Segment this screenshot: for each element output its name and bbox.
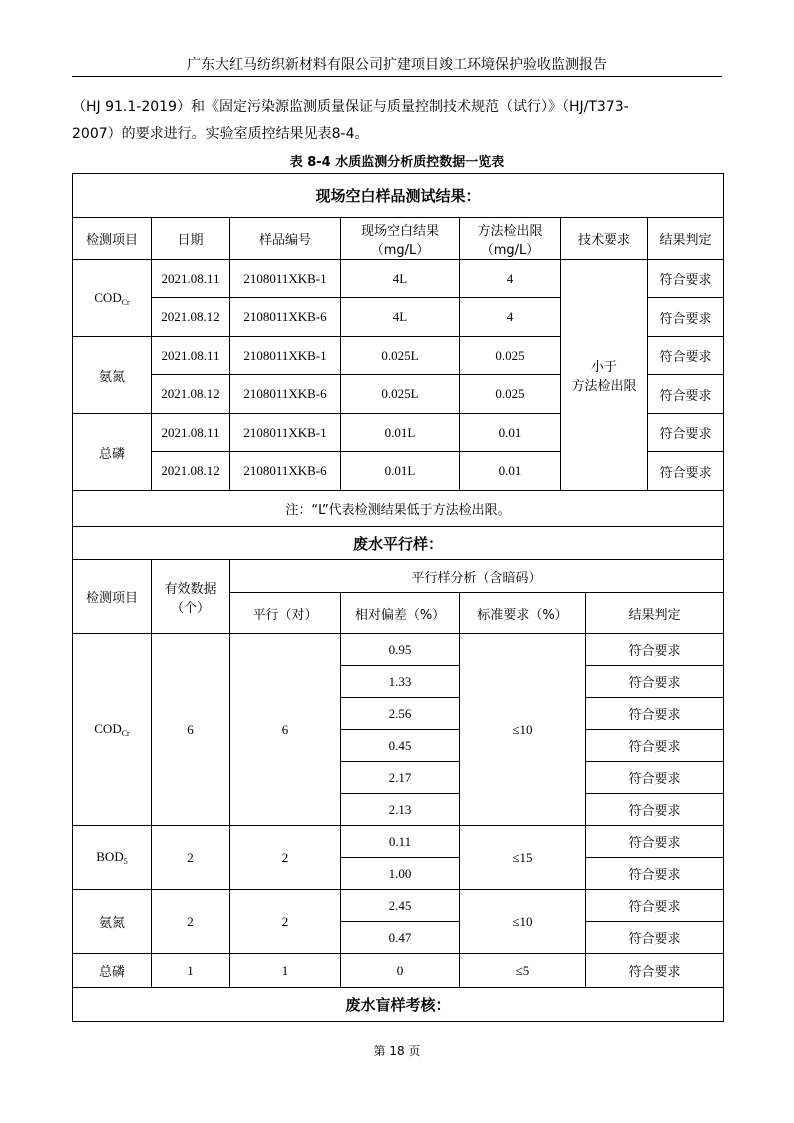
- judgment-cell: 符合要求: [586, 826, 724, 858]
- requirement-line-2: 方法检出限: [571, 379, 637, 394]
- blank-header-row: [73, 218, 724, 260]
- report-header: 广东大红马纺织新材料有限公司扩建项目竣工环境保护验收监测报告: [72, 56, 722, 77]
- judgment-cell: 符合要求: [586, 730, 724, 762]
- blank-item-phosphorus: 总磷: [73, 414, 152, 491]
- deviation-cell: 2.56: [341, 698, 460, 730]
- judgment-cell: 符合要求: [648, 375, 724, 414]
- blind-section-row: [73, 988, 724, 1022]
- deviation-cell: 0: [341, 954, 460, 988]
- header-valid-count: [152, 560, 230, 634]
- requirement-cell: [561, 260, 648, 491]
- judgment-cell: 符合要求: [586, 698, 724, 730]
- header-item: 检测项目: [73, 560, 152, 634]
- header-result: [341, 218, 460, 260]
- table-row: [73, 826, 724, 858]
- date-cell: 2021.08.12: [152, 452, 230, 491]
- parallel-item-cod: $COD_{Cr}$: [73, 634, 152, 826]
- blank-section-row: [73, 174, 724, 218]
- standard-cell: ≤5: [460, 954, 586, 988]
- parallel-item-phosphorus: 总磷: [73, 954, 152, 988]
- standard-cell: ≤15: [460, 826, 586, 890]
- judgment-cell: 符合要求: [648, 452, 724, 491]
- judgment-cell: 符合要求: [586, 922, 724, 954]
- sample-cell: 2108011XKB-1: [230, 414, 341, 452]
- blind-section-title: 废水盲样考核：: [73, 988, 724, 1022]
- blank-item-ammonia: 氨氮: [73, 337, 152, 414]
- deviation-cell: 2.17: [341, 762, 460, 794]
- parallel-section-row: [73, 527, 724, 560]
- pairs-cell: 2: [230, 826, 341, 890]
- sample-cell: 2108011XKB-6: [230, 452, 341, 491]
- judgment-cell: 符合要求: [648, 298, 724, 337]
- valid-count-cell: 6: [152, 634, 230, 826]
- result-cell: 0.01L: [341, 414, 460, 452]
- standard-cell: ≤10: [460, 634, 586, 826]
- sample-cell: 2108011XKB-6: [230, 375, 341, 414]
- valid-count-cell: 2: [152, 826, 230, 890]
- note-row: [73, 491, 724, 527]
- header-limit-label: 方法检出限: [477, 223, 543, 239]
- result-cell: 4L: [341, 260, 460, 298]
- pairs-cell: 1: [230, 954, 341, 988]
- deviation-cell: 1.33: [341, 666, 460, 698]
- date-cell: 2021.08.11: [152, 414, 230, 452]
- header-result-label: 现场空白结果: [360, 223, 439, 239]
- deviation-cell: 2.45: [341, 890, 460, 922]
- header-valid-label: 有效数据: [164, 581, 217, 597]
- table-note: 注：“L”代表检测结果低于方法检出限。: [73, 491, 724, 527]
- date-cell: 2021.08.11: [152, 260, 230, 298]
- deviation-cell: 0.47: [341, 922, 460, 954]
- date-cell: 2021.08.11: [152, 337, 230, 375]
- limit-cell: 0.01: [460, 414, 561, 452]
- header-item: 检测项目: [73, 218, 152, 260]
- blank-section-title: 现场空白样品测试结果：: [73, 174, 724, 218]
- limit-cell: 4: [460, 260, 561, 298]
- limit-cell: 0.025: [460, 337, 561, 375]
- judgment-cell: 符合要求: [586, 858, 724, 890]
- sample-cell: 2108011XKB-6: [230, 298, 341, 337]
- header-parallel-analysis: 平行样分析（含暗码）: [230, 560, 724, 593]
- sample-cell: 2108011XKB-1: [230, 260, 341, 298]
- header-pairs: 平行（对）: [230, 593, 341, 634]
- valid-count-cell: 1: [152, 954, 230, 988]
- parallel-item-bod: $BOD_5$: [73, 826, 152, 890]
- valid-count-cell: 2: [152, 890, 230, 954]
- limit-cell: 4: [460, 298, 561, 337]
- header-deviation: 相对偏差（%）: [341, 593, 460, 634]
- parallel-section-title: 废水平行样：: [73, 527, 724, 560]
- header-result-unit: （mg/L）: [370, 242, 430, 258]
- deviation-cell: 0.11: [341, 826, 460, 858]
- header-date: 日期: [152, 218, 230, 260]
- result-cell: 0.01L: [341, 452, 460, 491]
- table-row: [73, 890, 724, 922]
- deviation-cell: 1.00: [341, 858, 460, 890]
- judgment-cell: 符合要求: [586, 634, 724, 666]
- judgment-cell: 符合要求: [586, 890, 724, 922]
- header-limit-unit: （mg/L）: [480, 242, 540, 258]
- header-limit: [460, 218, 561, 260]
- standard-cell: ≤10: [460, 890, 586, 954]
- judgment-cell: 符合要求: [648, 414, 724, 452]
- sample-cell: 2108011XKB-1: [230, 337, 341, 375]
- judgment-cell: 符合要求: [586, 762, 724, 794]
- limit-cell: 0.01: [460, 452, 561, 491]
- judgment-cell: 符合要求: [648, 337, 724, 375]
- intro-line-2: 2007）的要求进行。实验室质控结果见表8-4。: [72, 126, 369, 142]
- judgment-cell: 符合要求: [648, 260, 724, 298]
- blank-item-cod: $COD_{Cr}$: [73, 260, 152, 337]
- header-judgment: 结果判定: [648, 218, 724, 260]
- deviation-cell: 0.95: [341, 634, 460, 666]
- header-requirement: 技术要求: [561, 218, 648, 260]
- header-standard: 标准要求（%）: [460, 593, 586, 634]
- pairs-cell: 2: [230, 890, 341, 954]
- date-cell: 2021.08.12: [152, 375, 230, 414]
- result-cell: 4L: [341, 298, 460, 337]
- table-row: [73, 634, 724, 666]
- table-row: [73, 260, 724, 298]
- parallel-item-ammonia: 氨氮: [73, 890, 152, 954]
- table-caption: 表 8-4 水质监测分析质控数据一览表: [289, 155, 505, 170]
- intro-paragraph: [72, 94, 722, 148]
- deviation-cell: 0.45: [341, 730, 460, 762]
- result-cell: 0.025L: [341, 375, 460, 414]
- page-number: 第 18 页: [373, 1044, 421, 1058]
- limit-cell: 0.025: [460, 375, 561, 414]
- judgment-cell: 符合要求: [586, 794, 724, 826]
- qc-table: [72, 173, 724, 1022]
- pairs-cell: 6: [230, 634, 341, 826]
- header-judgment: 结果判定: [586, 593, 724, 634]
- table-row: [73, 954, 724, 988]
- parallel-header-row: [73, 560, 724, 593]
- judgment-cell: 符合要求: [586, 666, 724, 698]
- date-cell: 2021.08.12: [152, 298, 230, 337]
- judgment-cell: 符合要求: [586, 954, 724, 988]
- intro-line-1: （HJ 91.1-2019）和《固定污染源监测质量保证与质量控制技术规范（试行）》（HJ/T373-: [72, 99, 629, 115]
- header-sample-id: 样品编号: [230, 218, 341, 260]
- requirement-line-1: 小于: [590, 360, 617, 375]
- deviation-cell: 2.13: [341, 794, 460, 826]
- result-cell: 0.025L: [341, 337, 460, 375]
- header-valid-unit: （个）: [170, 600, 210, 616]
